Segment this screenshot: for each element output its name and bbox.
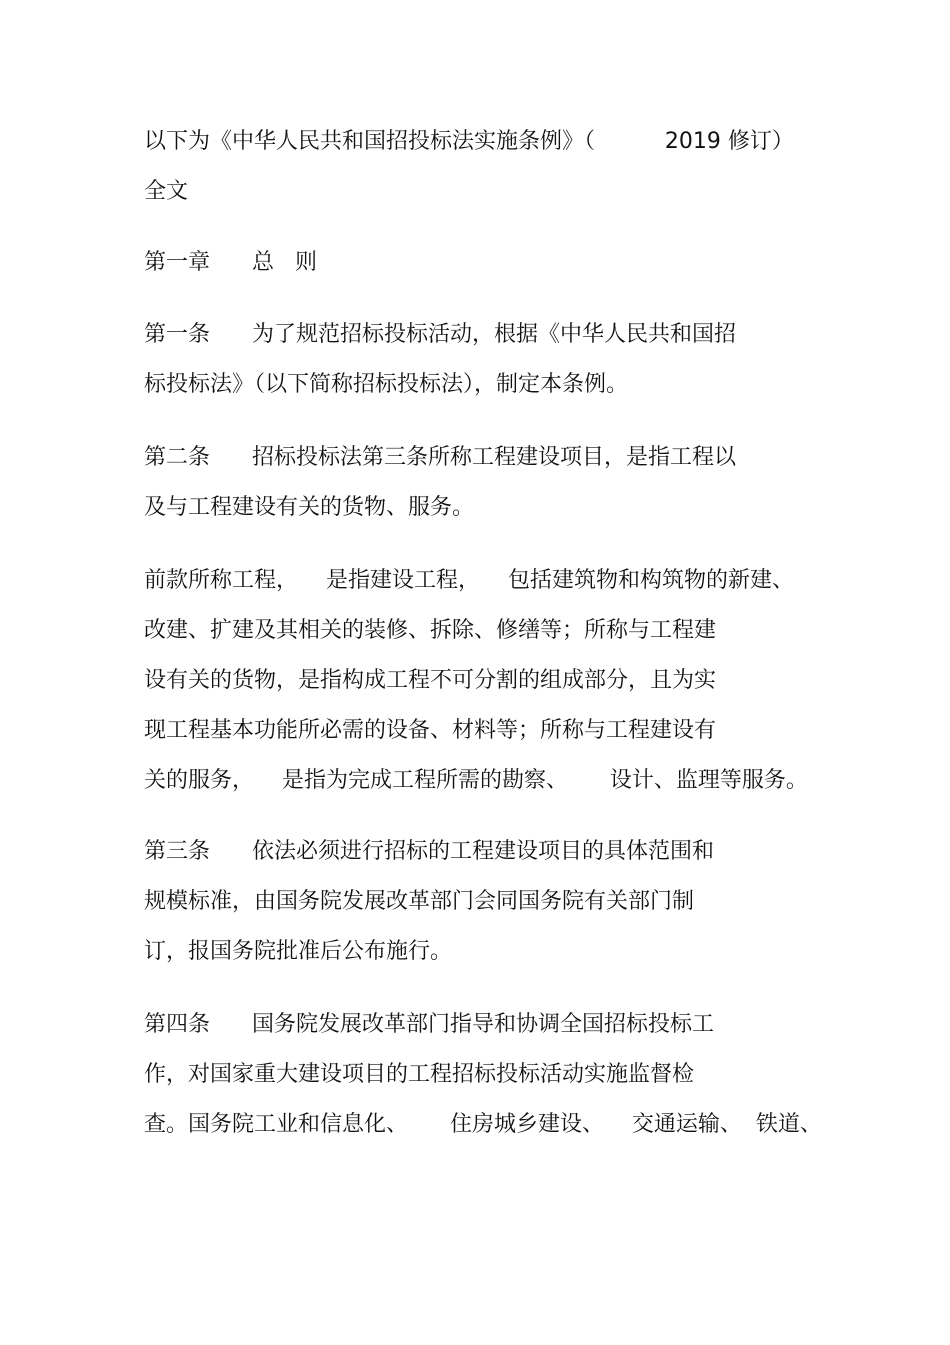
article-3-line-3: 订，报国务院批准后公布施行。: [144, 939, 453, 964]
article-2-paragraph-2-line-4: 现工程基本功能所必需的设备、材料等；所称与工程建设有: [144, 718, 717, 743]
article-2-paragraph-2-line-3: 设有关的货物，是指构成工程不可分割的组成部分，且为实: [144, 668, 717, 693]
article-2-paragraph-2-line-5: 关的服务， 是指为完成工程所需的勘察、 设计、监理等服务。: [144, 768, 808, 793]
chapter-heading: 第一章 总 则: [144, 250, 317, 275]
article-3-line-1: 第三条 依法必须进行招标的工程建设项目的具体范围和: [144, 839, 714, 864]
article-2-line-1: 第二条 招标投标法第三条所称工程建设项目，是指工程以: [144, 445, 736, 470]
article-4-line-1: 第四条 国务院发展改革部门指导和协调全国招标投标工: [144, 1012, 714, 1037]
article-2-paragraph-2-line-1: 前款所称工程， 是指建设工程， 包括建筑物和构筑物的新建、: [144, 568, 794, 593]
article-1-line-2: 标投标法》（以下简称招标投标法），制定本条例。: [144, 372, 629, 397]
article-4-line-2: 作，对国家重大建设项目的工程招标投标活动实施监督检: [144, 1062, 695, 1087]
article-2-line-2: 及与工程建设有关的货物、服务。: [144, 495, 475, 520]
article-3-line-2: 规模标准，由国务院发展改革部门会同国务院有关部门制: [144, 889, 695, 914]
article-4-line-3: 查。国务院工业和信息化、 住房城乡建设、 交通运输、 铁道、: [144, 1112, 822, 1137]
document-title-line-2: 全文: [144, 179, 189, 204]
article-1-line-1: 第一条 为了规范招标投标活动，根据《中华人民共和国招: [144, 322, 736, 347]
article-2-paragraph-2-line-2: 改建、扩建及其相关的装修、拆除、修缮等；所称与工程建: [144, 618, 717, 643]
document-title-line-1: 以下为《中华人民共和国招投标法实施条例》（ 2019 修订）: [144, 129, 794, 154]
